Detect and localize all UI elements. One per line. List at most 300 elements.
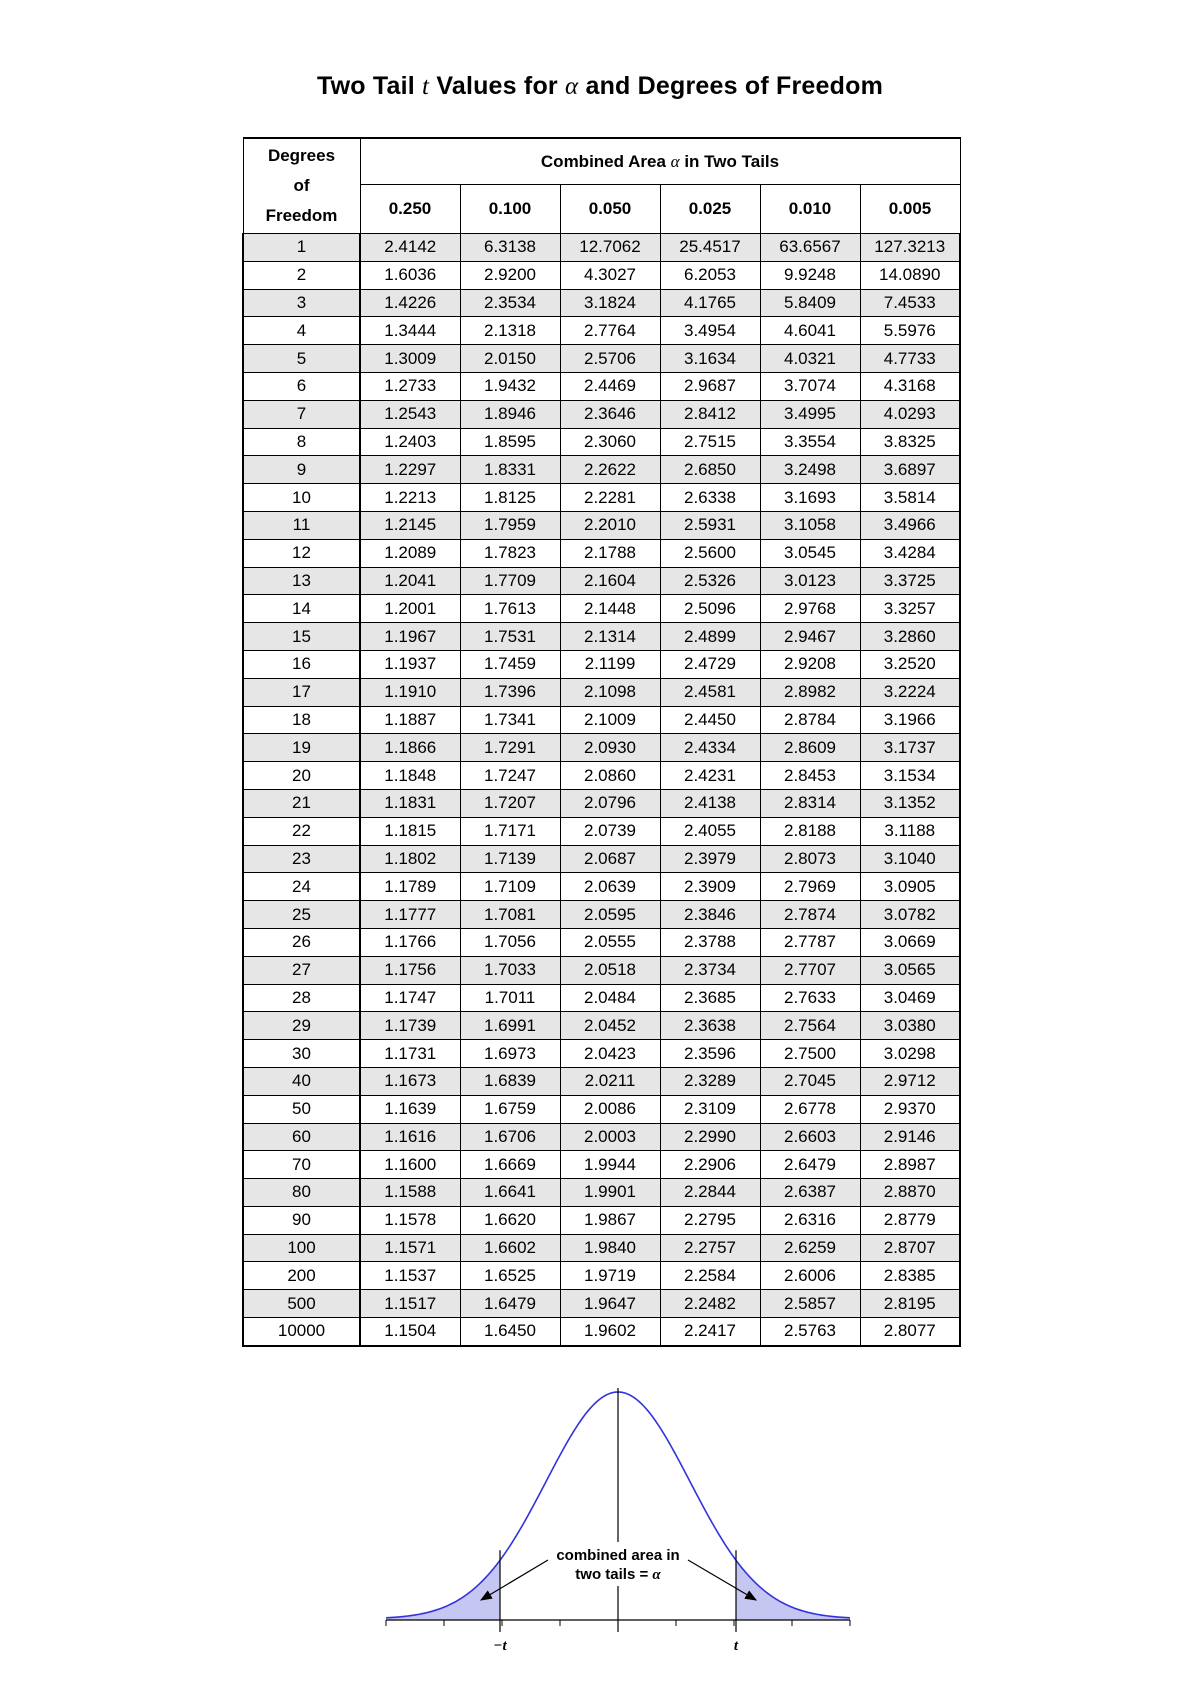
t-value-cell: 3.0545: [760, 539, 860, 567]
df-cell: 80: [243, 1179, 360, 1207]
table-row: [243, 1318, 960, 1346]
t-value-cell: 1.2403: [360, 428, 460, 456]
table-row: [243, 1290, 960, 1318]
df-cell: 200: [243, 1262, 360, 1290]
t-value-cell: 2.9146: [860, 1123, 960, 1151]
t-value-cell: 2.4899: [660, 623, 760, 651]
t-value-cell: 1.7171: [460, 817, 560, 845]
t-value-cell: 3.1693: [760, 484, 860, 512]
t-value-cell: 3.4284: [860, 539, 960, 567]
df-cell: 11: [243, 511, 360, 539]
t-value-cell: 1.1616: [360, 1123, 460, 1151]
table-row: [243, 901, 960, 929]
table-row: [243, 762, 960, 790]
t-value-cell: 2.0687: [560, 845, 660, 873]
table-row: [243, 1151, 960, 1179]
t-value-cell: 2.7045: [760, 1067, 860, 1095]
table-row: [243, 1262, 960, 1290]
table-row: [243, 928, 960, 956]
t-value-cell: 1.6706: [460, 1123, 560, 1151]
t-value-cell: 2.2010: [560, 511, 660, 539]
df-column-header: [243, 138, 360, 234]
t-value-cell: 3.1352: [860, 789, 960, 817]
t-value-cell: 4.3027: [560, 261, 660, 289]
annotation-line-2-prefix: two tails =: [575, 1566, 649, 1583]
t-value-cell: 2.7633: [760, 984, 860, 1012]
t-value-cell: 3.2860: [860, 623, 960, 651]
group-header-alpha: α: [670, 151, 680, 171]
t-value-cell: 2.1009: [560, 706, 660, 734]
t-value-cell: 2.3109: [660, 1095, 760, 1123]
t-value-cell: 25.4517: [660, 234, 760, 262]
t-value-cell: 1.6991: [460, 1012, 560, 1040]
table-row: [243, 289, 960, 317]
t-value-cell: 2.7969: [760, 873, 860, 901]
t-value-cell: 2.0739: [560, 817, 660, 845]
t-value-cell: 1.1866: [360, 734, 460, 762]
t-value-cell: 5.8409: [760, 289, 860, 317]
t-value-cell: 2.9768: [760, 595, 860, 623]
alpha-level-header: 0.025: [660, 185, 760, 234]
t-value-cell: 2.9200: [460, 261, 560, 289]
table-row: [243, 1123, 960, 1151]
t-value-cell: 3.0380: [860, 1012, 960, 1040]
t-value-cell: 2.6259: [760, 1234, 860, 1262]
t-value-cell: 1.2041: [360, 567, 460, 595]
t-value-cell: 1.7081: [460, 901, 560, 929]
t-value-cell: 1.7033: [460, 956, 560, 984]
t-value-cell: 2.4055: [660, 817, 760, 845]
t-value-cell: 3.7074: [760, 372, 860, 400]
t-value-cell: 1.3009: [360, 345, 460, 373]
df-header-line: Degrees: [267, 146, 336, 165]
df-cell: 26: [243, 928, 360, 956]
t-value-cell: 1.1588: [360, 1179, 460, 1207]
t-value-cell: 2.5096: [660, 595, 760, 623]
t-value-cell: 1.9867: [560, 1206, 660, 1234]
table-row: [243, 372, 960, 400]
t-value-cell: 2.0930: [560, 734, 660, 762]
t-value-cell: 3.2498: [760, 456, 860, 484]
t-value-cell: 2.9687: [660, 372, 760, 400]
t-value-cell: 2.3846: [660, 901, 760, 929]
t-value-cell: 2.8077: [860, 1318, 960, 1346]
t-value-cell: 1.1578: [360, 1206, 460, 1234]
t-value-cell: 3.0298: [860, 1040, 960, 1068]
t-value-cell: 1.7613: [460, 595, 560, 623]
table-row: [243, 567, 960, 595]
annotation-alpha: α: [652, 1567, 661, 1583]
t-value-cell: 3.0782: [860, 901, 960, 929]
combined-area-header: [360, 138, 960, 185]
t-value-cell: 14.0890: [860, 261, 960, 289]
t-value-cell: 1.7396: [460, 678, 560, 706]
t-value-cell: 2.1098: [560, 678, 660, 706]
t-value-cell: 2.3289: [660, 1067, 760, 1095]
t-value-cell: 1.7459: [460, 650, 560, 678]
t-value-cell: 2.6778: [760, 1095, 860, 1123]
t-value-cell: 3.2224: [860, 678, 960, 706]
t-value-cell: 1.6602: [460, 1234, 560, 1262]
t-value-cell: 2.6338: [660, 484, 760, 512]
t-value-cell: 1.9647: [560, 1290, 660, 1318]
t-value-cell: 3.4954: [660, 317, 760, 345]
t-value-cell: 4.0293: [860, 400, 960, 428]
t-value-cell: 1.1831: [360, 789, 460, 817]
t-value-cell: 1.1639: [360, 1095, 460, 1123]
t-value-cell: 1.7011: [460, 984, 560, 1012]
t-value-cell: 4.3168: [860, 372, 960, 400]
t-value-cell: 1.7247: [460, 762, 560, 790]
t-value-cell: 3.0469: [860, 984, 960, 1012]
t-value-cell: 2.2482: [660, 1290, 760, 1318]
t-value-cell: 6.3138: [460, 234, 560, 262]
df-cell: 16: [243, 650, 360, 678]
t-value-cell: 2.9208: [760, 650, 860, 678]
t-value-cell: 2.0003: [560, 1123, 660, 1151]
t-value-cell: 1.1517: [360, 1290, 460, 1318]
t-value-cell: 2.4142: [360, 234, 460, 262]
t-value-cell: 1.1967: [360, 623, 460, 651]
t-value-cell: 2.2795: [660, 1206, 760, 1234]
left-t-label: −t: [493, 1638, 507, 1654]
t-value-cell: 2.0555: [560, 928, 660, 956]
t-value-cell: 1.2145: [360, 511, 460, 539]
t-value-cell: 2.2990: [660, 1123, 760, 1151]
t-value-cell: 63.6567: [760, 234, 860, 262]
table-row: [243, 317, 960, 345]
t-value-cell: 2.1199: [560, 650, 660, 678]
t-value-cell: 1.2733: [360, 372, 460, 400]
t-value-cell: 6.2053: [660, 261, 760, 289]
t-value-cell: 2.9370: [860, 1095, 960, 1123]
t-value-cell: 3.1040: [860, 845, 960, 873]
t-value-cell: 3.8325: [860, 428, 960, 456]
right-t-label: t: [733, 1638, 739, 1654]
t-value-cell: 2.7787: [760, 928, 860, 956]
t-value-cell: 2.7564: [760, 1012, 860, 1040]
t-value-cell: 2.1604: [560, 567, 660, 595]
table-row: [243, 789, 960, 817]
t-value-cell: 3.1534: [860, 762, 960, 790]
t-value-cell: 2.8314: [760, 789, 860, 817]
t-value-cell: 1.1789: [360, 873, 460, 901]
t-value-cell: 1.1848: [360, 762, 460, 790]
t-value-cell: 2.0639: [560, 873, 660, 901]
title-t-symbol: t: [422, 73, 430, 100]
t-value-cell: 1.7341: [460, 706, 560, 734]
t-value-cell: 4.6041: [760, 317, 860, 345]
t-value-cell: 2.8453: [760, 762, 860, 790]
t-value-cell: 1.1600: [360, 1151, 460, 1179]
df-cell: 1: [243, 234, 360, 262]
t-value-cell: 2.7874: [760, 901, 860, 929]
t-value-cell: 1.2001: [360, 595, 460, 623]
t-value-cell: 2.0423: [560, 1040, 660, 1068]
t-value-cell: 1.9840: [560, 1234, 660, 1262]
t-value-cell: 3.1634: [660, 345, 760, 373]
df-cell: 8: [243, 428, 360, 456]
t-value-cell: 1.7823: [460, 539, 560, 567]
t-value-cell: 2.8188: [760, 817, 860, 845]
t-value-cell: 2.0452: [560, 1012, 660, 1040]
t-value-cell: 2.8385: [860, 1262, 960, 1290]
t-value-cell: 1.1739: [360, 1012, 460, 1040]
df-cell: 5: [243, 345, 360, 373]
t-value-cell: 2.8870: [860, 1179, 960, 1207]
t-value-cell: 3.3257: [860, 595, 960, 623]
df-cell: 7: [243, 400, 360, 428]
t-value-cell: 2.8987: [860, 1151, 960, 1179]
alpha-level-header: 0.100: [460, 185, 560, 234]
t-value-cell: 1.1731: [360, 1040, 460, 1068]
t-value-cell: 1.6479: [460, 1290, 560, 1318]
t-value-cell: 1.3444: [360, 317, 460, 345]
table-row: [243, 400, 960, 428]
right-tail-shaded-area: [736, 1560, 850, 1620]
t-value-cell: 1.7207: [460, 789, 560, 817]
group-header-prefix: Combined Area: [540, 151, 666, 171]
t-value-cell: 2.9712: [860, 1067, 960, 1095]
table-row: [243, 1095, 960, 1123]
t-value-cell: 4.7733: [860, 345, 960, 373]
alpha-level-header: 0.005: [860, 185, 960, 234]
t-value-cell: 127.3213: [860, 234, 960, 262]
t-value-cell: 2.6603: [760, 1123, 860, 1151]
t-value-cell: 2.0860: [560, 762, 660, 790]
title-suffix: and Degrees of Freedom: [585, 72, 884, 100]
t-value-cell: 2.9467: [760, 623, 860, 651]
t-value-cell: 1.2213: [360, 484, 460, 512]
t-value-cell: 2.3596: [660, 1040, 760, 1068]
df-cell: 28: [243, 984, 360, 1012]
t-value-cell: 1.2543: [360, 400, 460, 428]
df-cell: 15: [243, 623, 360, 651]
t-value-cell: 1.7139: [460, 845, 560, 873]
table-row: [243, 650, 960, 678]
t-value-cell: 2.2757: [660, 1234, 760, 1262]
t-value-cell: 9.9248: [760, 261, 860, 289]
t-value-cell: 1.6669: [460, 1151, 560, 1179]
df-cell: 10: [243, 484, 360, 512]
t-value-cell: 1.7959: [460, 511, 560, 539]
annotation-line-2: [575, 1566, 661, 1583]
t-value-cell: 2.2844: [660, 1179, 760, 1207]
df-cell: 20: [243, 762, 360, 790]
t-value-cell: 5.5976: [860, 317, 960, 345]
t-value-cell: 2.8609: [760, 734, 860, 762]
t-value-cell: 2.3646: [560, 400, 660, 428]
t-value-cell: 2.6479: [760, 1151, 860, 1179]
t-value-cell: 1.6525: [460, 1262, 560, 1290]
t-value-cell: 1.1673: [360, 1067, 460, 1095]
t-value-cell: 1.2297: [360, 456, 460, 484]
t-value-cell: 3.3725: [860, 567, 960, 595]
df-cell: 500: [243, 1290, 360, 1318]
t-value-cell: 2.5763: [760, 1318, 860, 1346]
t-distribution-figure: [0, 1370, 1200, 1670]
t-value-cell: 1.1571: [360, 1234, 460, 1262]
table-body: [243, 234, 960, 1346]
t-value-cell: 2.3734: [660, 956, 760, 984]
t-value-cell: 3.2520: [860, 650, 960, 678]
t-value-cell: 2.0796: [560, 789, 660, 817]
t-value-cell: 1.4226: [360, 289, 460, 317]
t-value-cell: 1.1937: [360, 650, 460, 678]
table-row: [243, 484, 960, 512]
t-value-cell: 2.2584: [660, 1262, 760, 1290]
t-value-cell: 3.0123: [760, 567, 860, 595]
t-value-cell: 1.7531: [460, 623, 560, 651]
t-value-cell: 2.8784: [760, 706, 860, 734]
t-value-cell: 4.1765: [660, 289, 760, 317]
table-row: [243, 873, 960, 901]
alpha-level-header: 0.250: [360, 185, 460, 234]
t-value-cell: 2.4469: [560, 372, 660, 400]
df-cell: 4: [243, 317, 360, 345]
df-cell: 12: [243, 539, 360, 567]
t-value-cell: 2.0484: [560, 984, 660, 1012]
t-value-cell: 1.8946: [460, 400, 560, 428]
left-tail-shaded-area: [386, 1560, 500, 1620]
t-value-table: [242, 137, 961, 1347]
t-value-cell: 2.1314: [560, 623, 660, 651]
t-value-cell: 2.8707: [860, 1234, 960, 1262]
df-cell: 19: [243, 734, 360, 762]
t-value-cell: 2.2417: [660, 1318, 760, 1346]
table-row: [243, 817, 960, 845]
t-value-cell: 3.4995: [760, 400, 860, 428]
df-header-line: Freedom: [265, 206, 338, 225]
df-cell: 23: [243, 845, 360, 873]
table-row: [243, 1012, 960, 1040]
t-value-cell: 1.1910: [360, 678, 460, 706]
title-prefix: Two Tail: [316, 72, 415, 100]
df-cell: 9: [243, 456, 360, 484]
t-value-cell: 2.3060: [560, 428, 660, 456]
t-value-cell: 2.8195: [860, 1290, 960, 1318]
t-value-cell: 1.7291: [460, 734, 560, 762]
t-value-cell: 2.0086: [560, 1095, 660, 1123]
df-cell: 3: [243, 289, 360, 317]
df-cell: 40: [243, 1067, 360, 1095]
t-value-cell: 2.4334: [660, 734, 760, 762]
t-value-cell: 2.2281: [560, 484, 660, 512]
df-cell: 18: [243, 706, 360, 734]
df-cell: 60: [243, 1123, 360, 1151]
group-header-suffix: in Two Tails: [684, 151, 780, 171]
t-value-cell: 3.6897: [860, 456, 960, 484]
table-row: [243, 1067, 960, 1095]
t-value-cell: 3.3554: [760, 428, 860, 456]
t-value-cell: 2.6316: [760, 1206, 860, 1234]
t-value-cell: 2.4581: [660, 678, 760, 706]
table-row: [243, 1179, 960, 1207]
t-value-cell: 1.6620: [460, 1206, 560, 1234]
t-value-cell: 1.6973: [460, 1040, 560, 1068]
table-row: [243, 261, 960, 289]
t-value-cell: 2.6850: [660, 456, 760, 484]
t-value-cell: 1.9719: [560, 1262, 660, 1290]
t-value-cell: 2.6387: [760, 1179, 860, 1207]
df-cell: 100: [243, 1234, 360, 1262]
t-value-cell: 1.1504: [360, 1318, 460, 1346]
t-value-cell: 1.8331: [460, 456, 560, 484]
table-row: [243, 734, 960, 762]
title-middle: Values for: [436, 72, 558, 100]
t-value-cell: 2.5326: [660, 567, 760, 595]
t-value-cell: 3.0905: [860, 873, 960, 901]
df-cell: 22: [243, 817, 360, 845]
t-value-cell: 3.1058: [760, 511, 860, 539]
t-value-cell: 12.7062: [560, 234, 660, 262]
t-value-cell: 1.1815: [360, 817, 460, 845]
df-cell: 21: [243, 789, 360, 817]
t-value-cell: 1.6839: [460, 1067, 560, 1095]
t-value-cell: 2.3979: [660, 845, 760, 873]
table-row: [243, 345, 960, 373]
t-value-cell: 2.6006: [760, 1262, 860, 1290]
t-value-cell: 1.1777: [360, 901, 460, 929]
t-value-cell: 2.7500: [760, 1040, 860, 1068]
t-value-cell: 2.0518: [560, 956, 660, 984]
df-header-line: of: [293, 176, 310, 195]
t-value-cell: 1.9944: [560, 1151, 660, 1179]
t-value-cell: 1.1756: [360, 956, 460, 984]
t-value-cell: 2.4450: [660, 706, 760, 734]
t-value-cell: 3.1824: [560, 289, 660, 317]
df-cell: 90: [243, 1206, 360, 1234]
t-value-cell: 1.2089: [360, 539, 460, 567]
t-value-cell: 2.7515: [660, 428, 760, 456]
t-value-cell: 2.3788: [660, 928, 760, 956]
axis-ticks: [386, 1620, 850, 1626]
t-value-cell: 2.1448: [560, 595, 660, 623]
t-value-cell: 2.5857: [760, 1290, 860, 1318]
t-value-cell: 3.1966: [860, 706, 960, 734]
t-value-cell: 2.2906: [660, 1151, 760, 1179]
df-cell: 17: [243, 678, 360, 706]
t-value-cell: 3.5814: [860, 484, 960, 512]
table-row: [243, 595, 960, 623]
t-value-cell: 2.7764: [560, 317, 660, 345]
t-value-cell: 1.9602: [560, 1318, 660, 1346]
t-value-cell: 7.4533: [860, 289, 960, 317]
t-value-cell: 1.7056: [460, 928, 560, 956]
t-value-cell: 4.0321: [760, 345, 860, 373]
t-value-cell: 1.1747: [360, 984, 460, 1012]
t-value-cell: 1.7709: [460, 567, 560, 595]
t-value-cell: 2.5600: [660, 539, 760, 567]
df-cell: 6: [243, 372, 360, 400]
t-value-cell: 2.0595: [560, 901, 660, 929]
t-value-cell: 2.5706: [560, 345, 660, 373]
t-value-cell: 2.4231: [660, 762, 760, 790]
table-row: [243, 1234, 960, 1262]
t-value-cell: 2.5931: [660, 511, 760, 539]
df-cell: 27: [243, 956, 360, 984]
t-value-cell: 2.1788: [560, 539, 660, 567]
table-row: [243, 1040, 960, 1068]
df-cell: 14: [243, 595, 360, 623]
t-value-cell: 2.3534: [460, 289, 560, 317]
df-cell: 25: [243, 901, 360, 929]
t-value-cell: 1.6759: [460, 1095, 560, 1123]
t-value-cell: 3.0669: [860, 928, 960, 956]
t-value-cell: 2.8412: [660, 400, 760, 428]
table-row: [243, 511, 960, 539]
t-value-cell: 1.1887: [360, 706, 460, 734]
